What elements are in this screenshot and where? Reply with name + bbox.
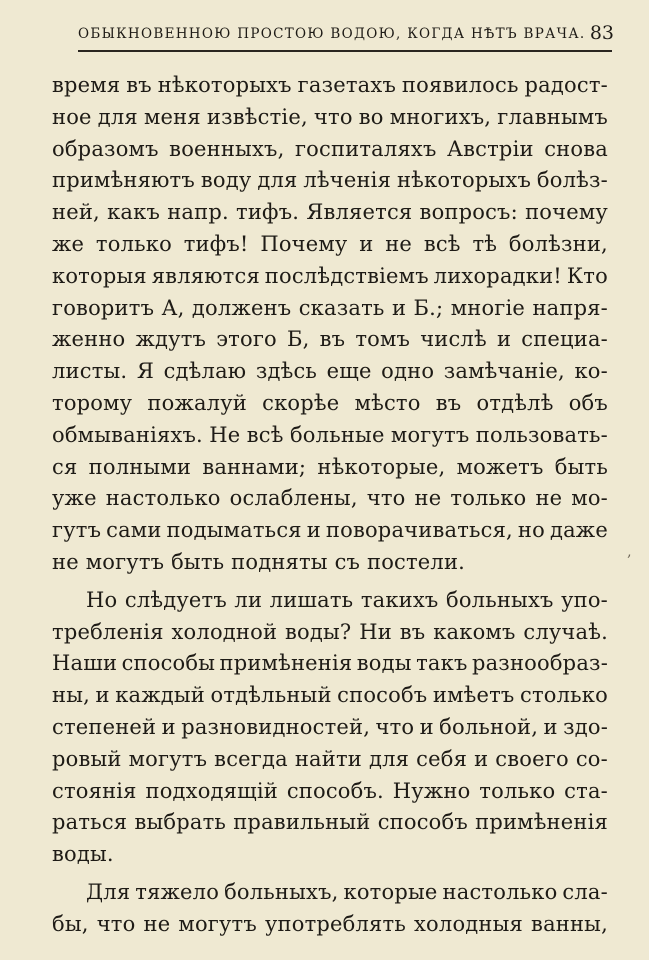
word: томъ [355,327,411,352]
word: числѣ [420,327,487,352]
word: Австріи [447,136,534,161]
text-line [52,717,608,738]
word: способъ [377,810,468,835]
text-line [52,136,608,161]
word: способъ. [286,778,384,803]
word: въ [399,619,426,644]
word: сдѣлаю [163,359,247,384]
word: скорѣе [262,391,340,415]
word: могутъ [390,422,470,447]
running-title: ОБЫКНОВЕННОЮ ПРОСТОЮ ВОДОЮ, КОГДА НѢТЪ ВРАЧА. [78,26,586,42]
word: Наши [52,651,118,676]
word: въ [319,327,346,352]
word: подходящій [145,778,278,803]
text-line [52,263,608,288]
word: настолько [105,486,221,511]
word: здѣсь [255,359,318,384]
word: не [414,486,442,511]
word: объ [568,391,608,415]
word: какъ [107,200,161,225]
word: всегда [214,746,288,771]
word: радост- [524,73,608,97]
word: ли [234,587,263,612]
word: Б, [286,327,310,352]
word: каждый [115,683,206,708]
word: себя [416,746,468,771]
text-line [52,422,608,447]
word: отдѣлѣ [476,391,554,415]
word: главнымъ [497,104,608,129]
text-line [52,75,608,96]
word: и [359,232,374,256]
word: газетахъ [297,73,397,97]
word: разновидностей, [181,715,371,739]
word: напря- [532,295,608,320]
word: полными [88,454,192,479]
word: стоянія [52,778,137,803]
word: уже [52,486,97,511]
text-line [52,295,608,320]
word: и [306,518,321,543]
word: которые [343,880,438,904]
word: меня [143,104,201,129]
word: тяжело [135,880,220,904]
word: Я [136,359,155,384]
word: ровый [52,746,122,771]
word: даже [549,518,608,543]
word: долженъ [191,295,292,320]
word: настолько [442,880,558,904]
word: подыматься [166,518,302,543]
word: гутъ [52,518,102,543]
word: здо- [563,715,608,739]
word: ждутъ [135,327,207,352]
text-line [52,329,608,350]
text-line [52,778,608,803]
word: могутъ [178,911,257,936]
word: тифъ! [183,232,249,256]
word: такихъ [360,587,439,612]
word: тѣ [472,232,498,256]
word: снова [544,136,608,161]
word: ста- [564,778,608,803]
word: можетъ [456,454,544,479]
word: и [391,295,407,320]
running-head [78,22,614,48]
word: листы. [52,359,128,384]
word: слѣдуетъ [124,587,227,612]
word: мѣсто [354,391,421,415]
word: способъ [337,683,428,708]
word: пожалуй [147,391,247,415]
word: такъ [416,651,468,676]
text-line [52,361,608,382]
text-line [52,170,608,191]
word: послѣдствіемъ [264,263,429,288]
word: Является [306,200,413,225]
word: требленія [52,619,164,644]
word: ко- [574,359,608,384]
word: почему [525,200,608,225]
word: военныхъ, [169,136,285,161]
word: сказать [298,295,385,320]
word: что [366,486,406,511]
word: сла- [562,880,608,904]
word: больные [289,422,385,447]
word: упо- [561,587,608,612]
word: нѣкоторыхъ [157,73,292,97]
text-line [52,685,608,706]
word: не [385,232,413,256]
word: ослаблены, [229,486,358,511]
text-line [86,587,608,612]
word: и [95,683,110,708]
word: правильный [233,810,371,835]
word: Б.; [413,295,444,320]
word: поворачиваться, [325,518,513,543]
word: болѣзни, [508,232,608,256]
word: лихорадки! [433,263,562,288]
word: болѣз- [536,168,608,193]
word: бы, [52,911,89,936]
text-line [52,653,608,674]
word: способы [121,651,216,676]
word: въ [126,73,152,97]
word: торому [52,391,133,415]
word: быть [554,454,608,479]
word: появилось [401,73,519,97]
text-line: не могутъ быть подняты съ постели. [52,550,466,574]
word: Но [86,587,118,612]
word: всѣ [423,232,461,256]
word: что [313,104,353,129]
word: говоритъ [52,295,155,320]
word: для [257,168,298,193]
word: разнообраз- [471,651,608,676]
header-rule [78,50,612,52]
text-line [52,234,608,255]
word: одно [381,359,435,384]
word: въ [435,391,462,415]
word: специа- [521,327,608,352]
text-line [52,812,608,833]
word: для [369,746,410,771]
word: многихъ, [389,104,492,129]
word: столько [519,683,608,708]
word: же [52,232,85,256]
word: что [96,911,136,936]
word: не [143,911,171,936]
word: многіе [450,295,526,320]
text-line [52,104,608,129]
word: найти [294,746,362,771]
text-line [52,520,608,541]
word: мо- [571,486,608,511]
word: и [496,327,512,352]
word: Кто [566,263,608,288]
word: имѣетъ [432,683,515,708]
word: выбрать [134,810,227,835]
word: ное [52,104,92,129]
word: Для [86,880,131,904]
word: примѣненія [475,810,608,835]
word: ны, [52,683,90,708]
word: которыя [52,263,147,288]
word: своего [495,746,569,771]
word: только [450,486,527,511]
text-line [86,882,608,903]
word: и [419,715,434,739]
word: примѣняютъ [52,168,195,193]
word: больной, [439,715,539,739]
word: женно [52,327,126,352]
word: только [95,232,172,256]
word: случаѣ. [523,619,608,644]
word: ней, [52,200,100,225]
word: Ни [359,619,392,644]
text-line [52,454,608,479]
word: нѣкоторыхъ [396,168,532,193]
word: воды [356,651,412,676]
word: могутъ [128,746,208,771]
word: время [52,73,121,97]
word: больныхъ [445,587,554,612]
word: для [97,104,138,129]
stray-mark: ‚ [627,544,632,560]
word: еще [326,359,372,384]
word: лѣченія [303,168,392,193]
word: ванны, [531,911,608,936]
page-number: 83 [589,22,614,44]
text-line [52,746,608,771]
word: тифъ. [236,200,300,225]
word: употреблять [264,911,406,936]
word: этого [216,327,277,352]
word: являются [151,263,260,288]
text-line [52,619,608,644]
text-line [52,202,608,223]
word: холодныя [414,911,523,936]
word: А, [161,295,185,320]
word: пользовать- [475,422,608,447]
word: ся [52,454,78,479]
word: отдѣльный [210,683,332,708]
word: степеней [52,715,157,739]
word: раться [52,810,128,835]
word: со- [575,746,608,771]
word: напр. [167,200,229,225]
word: нѣкоторые, [317,454,446,479]
word: во [358,104,384,129]
word: холодной [171,619,278,644]
word: только [479,778,556,803]
word: не [535,486,563,511]
word: сами [106,518,162,543]
word: лишать [269,587,354,612]
word: воду [200,168,252,193]
word: госпиталяхъ [294,136,437,161]
word: замѣчаніе, [443,359,565,384]
text-line [52,393,608,414]
word: какомъ [433,619,516,644]
word: вопросъ: [419,200,518,225]
text-line [52,488,608,509]
word: и [474,746,489,771]
word: извѣстіе, [206,104,308,129]
word: всѣ [246,422,284,447]
text-line [52,911,608,936]
word: но [517,518,545,543]
word: Нужно [392,778,471,803]
word: что [375,715,415,739]
word: больныхъ, [224,880,339,904]
word: ваннами; [202,454,307,479]
text-line: воды. [52,842,114,867]
word: воды? [285,619,352,644]
word: примѣненія [219,651,353,676]
word: образомъ [52,136,159,161]
word: обмываніяхъ. [52,422,203,447]
word: Почему [260,232,348,256]
word: и [161,715,176,739]
word: и [543,715,558,739]
word: Не [209,422,241,447]
